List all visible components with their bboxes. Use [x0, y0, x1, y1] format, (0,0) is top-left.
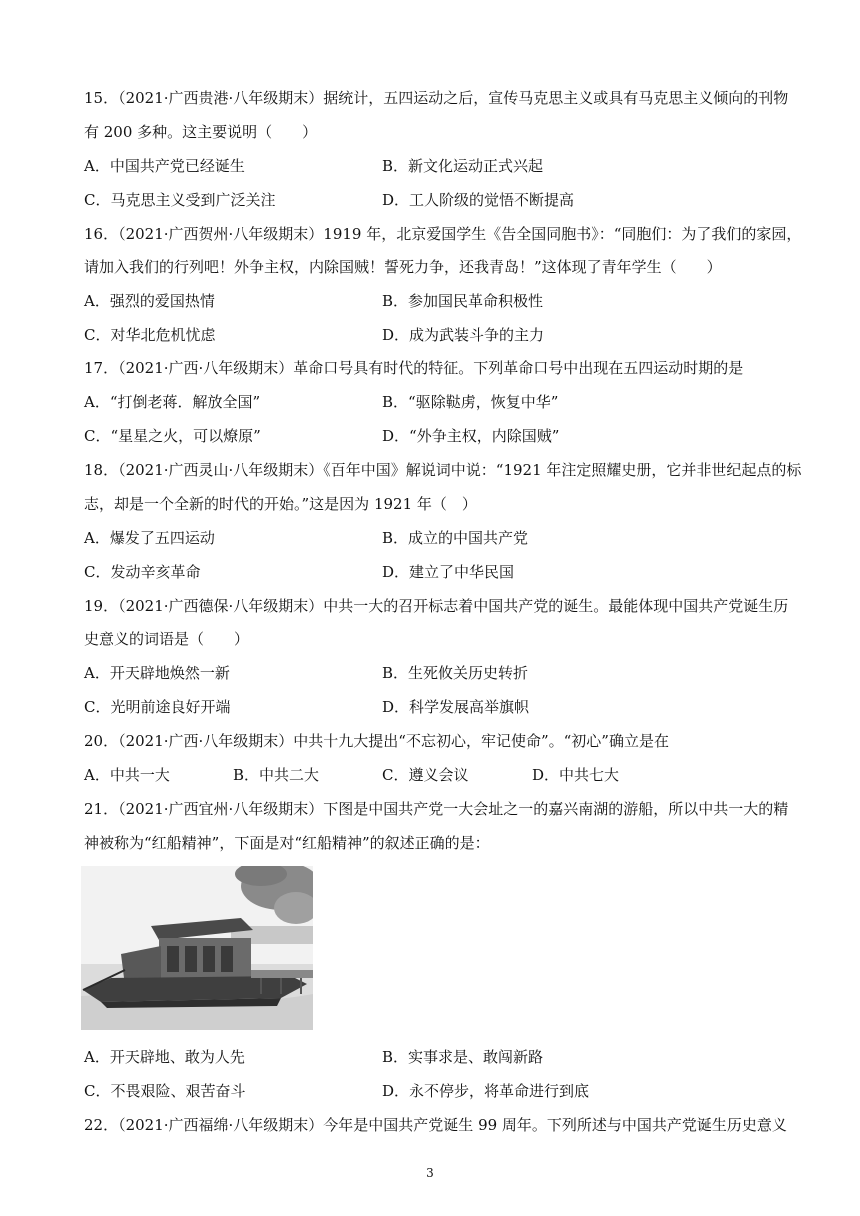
question-17-option-c: C．“星星之火，可以燎原” [84, 427, 261, 445]
question-19-option-d: D．科学发展高举旗帜 [382, 698, 530, 716]
question-19-stem-line1: 19．（2021·广西德保·八年级期末）中共一大的召开标志着中国共产党的诞生。最能体现中国共产党诞生历 [84, 597, 789, 615]
question-16-option-b: B．参加国民革命积极性 [382, 292, 544, 310]
question-15-stem-line2: 有 200 多种。这主要说明（ ） [84, 123, 318, 141]
question-16-option-c: C．对华北危机忧虑 [84, 326, 216, 344]
question-16-stem-line2: 请加入我们的行列吧！外争主权，内除国贼！誓死力争，还我青岛！”这体现了青年学生（ ） [84, 258, 722, 276]
question-15-option-a: A．中国共产党已经诞生 [84, 157, 245, 175]
question-20-option-a: A．中共一大 [84, 766, 170, 784]
question-17-option-a: A．“打倒老蒋．解放全国” [84, 393, 261, 411]
question-16-option-a: A．强烈的爱国热情 [84, 292, 215, 310]
page-number: 3 [426, 1166, 434, 1180]
question-20-option-c: C．遵义会议 [382, 766, 469, 784]
question-15-option-c: C．马克思主义受到广泛关注 [84, 191, 276, 209]
red-boat-photo [81, 866, 313, 1030]
question-18-stem-line1: 18．（2021·广西灵山·八年级期末）《百年中国》解说词中说：“1921 年注定照耀史册，它并非世纪起点的标 [84, 461, 802, 479]
question-21-option-b: B．实事求是、敢闯新路 [382, 1048, 544, 1066]
question-21-stem-line1: 21．（2021·广西宜州·八年级期末）下图是中国共产党一大会址之一的嘉兴南湖的游船，所以中共一大的精 [84, 800, 789, 818]
question-18-option-b: B．成立的中国共产党 [382, 529, 529, 547]
question-17-option-d: D．“外争主权，内除国贼” [382, 427, 560, 445]
question-20-stem-line1: 20．（2021·广西·八年级期末）中共十九大提出“不忘初心，牢记使命”。“初心”确立是在 [84, 732, 669, 750]
question-19-option-c: C．光明前途良好开端 [84, 698, 231, 716]
question-21-stem-line2: 神被称为“红船精神”，下面是对“红船精神”的叙述正确的是： [84, 834, 490, 852]
question-16-stem-line1: 16．（2021·广西贺州·八年级期末）1919 年，北京爱国学生《告全国同胞书》：“同胞们：为了我们的家园， [84, 225, 802, 243]
question-18-option-c: C．发动辛亥革命 [84, 563, 201, 581]
question-19-option-b: B．生死攸关历史转折 [382, 664, 529, 682]
question-15-option-d: D．工人阶级的觉悟不断提高 [382, 191, 575, 209]
question-15-option-b: B．新文化运动正式兴起 [382, 157, 544, 175]
question-18-option-d: D．建立了中华民国 [382, 563, 515, 581]
question-21-option-c: C．不畏艰险、艰苦奋斗 [84, 1082, 246, 1100]
question-19-stem-line2: 史意义的词语是（ ） [84, 630, 250, 648]
question-17-stem-line1: 17．（2021·广西·八年级期末）革命口号具有时代的特征。下列革命口号中出现在五四运动时期的是 [84, 359, 744, 377]
question-16-option-d: D．成为武装斗争的主力 [382, 326, 545, 344]
question-17-option-b: B．“驱除鞑虏，恢复中华” [382, 393, 559, 411]
question-20-option-b: B．中共二大 [233, 766, 320, 784]
question-18-stem-line2: 志，却是一个全新的时代的开始。”这是因为 1921 年（ ） [84, 495, 477, 513]
question-20-option-d: D．中共七大 [532, 766, 620, 784]
question-21-option-a: A．开天辟地、敢为人先 [84, 1048, 245, 1066]
question-15-stem-line1: 15．（2021·广西贵港·八年级期末）据统计，五四运动之后，宣传马克思主义或具有马克思主义倾向的刊物 [84, 89, 789, 107]
question-19-option-a: A．开天辟地焕然一新 [84, 664, 230, 682]
question-22-stem-line1: 22．（2021·广西福绵·八年级期末）今年是中国共产党诞生 99 周年。下列所述与中国共产党诞生历史意义 [84, 1116, 787, 1134]
question-21-option-d: D．永不停步，将革命进行到底 [382, 1082, 590, 1100]
question-18-option-a: A．爆发了五四运动 [84, 529, 215, 547]
